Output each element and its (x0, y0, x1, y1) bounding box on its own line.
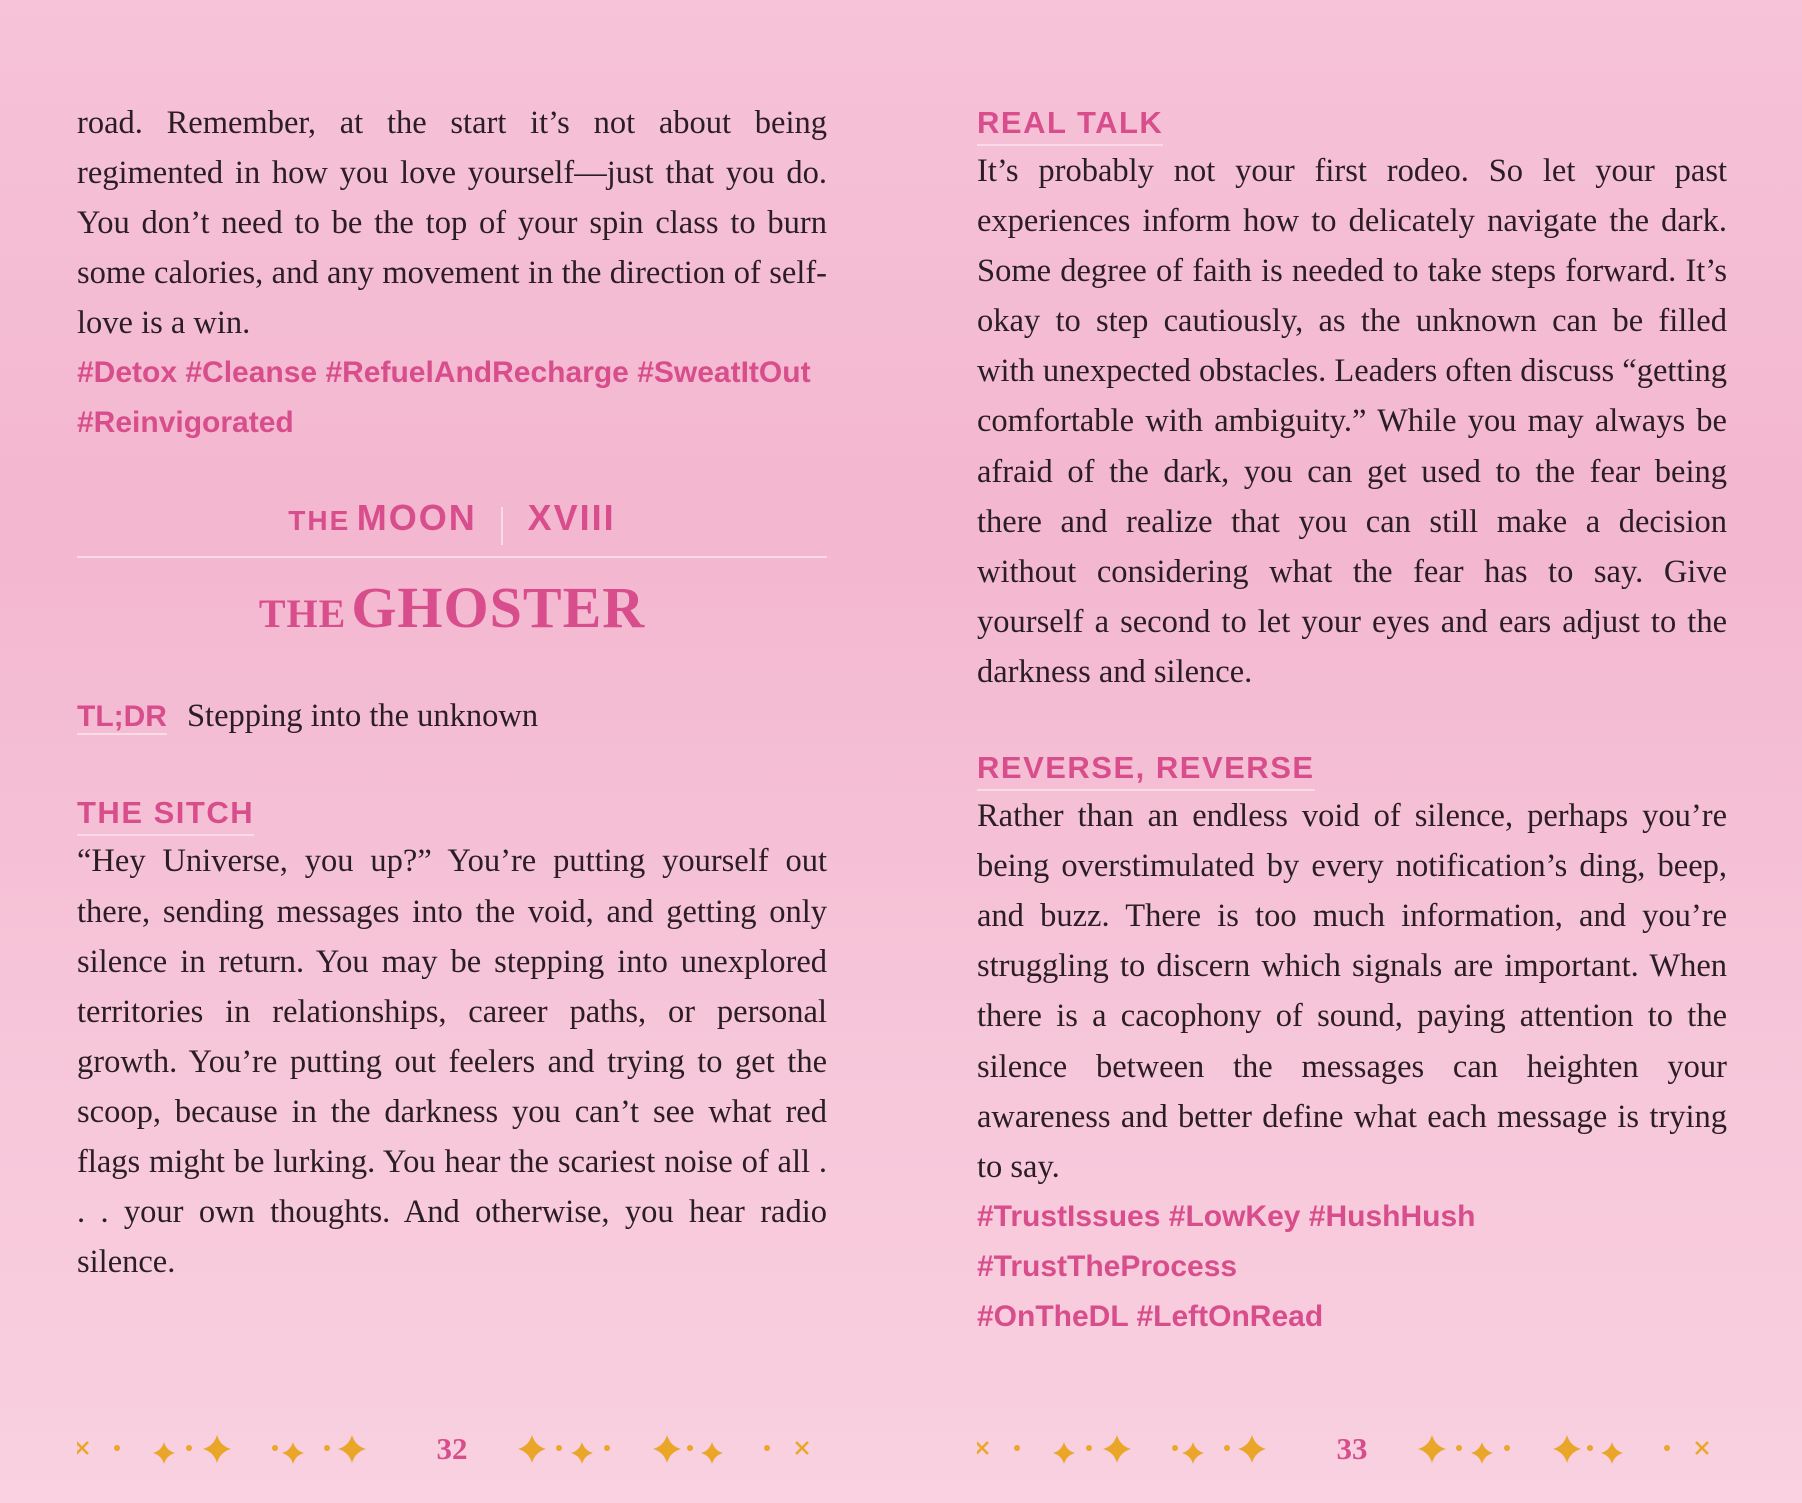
sparkle-mark (1471, 1442, 1493, 1464)
reverse-hashtags-line-2: #OnTheDL #LeftOnRead (977, 1299, 1324, 1333)
sparkle-mark (1103, 1435, 1131, 1463)
sparkle-mark (153, 1442, 175, 1464)
sparkle-mark (1601, 1442, 1623, 1464)
sparkle-mark (1553, 1435, 1581, 1463)
dot-mark (1664, 1445, 1670, 1451)
tldr-label: TL;DR (77, 700, 167, 734)
title-main: GHOSTER (351, 575, 646, 641)
reverse-paragraph: Rather than an endless void of silence, perhaps you’re being overstimulated by every notification’s ding, beep, and buzz. There is too much information, and you’re struggling to discern which signals are important. When there is a cacophony of sound, paying attention to the silence between the messages can heighten your awareness and better define what each message is trying to say. (977, 798, 1727, 1185)
dot-mark (764, 1445, 770, 1451)
cross-mark (77, 1442, 88, 1454)
footer-right (977, 1426, 1727, 1472)
dot-mark (114, 1445, 120, 1451)
card-the: THE (288, 505, 351, 537)
reverse-heading: REVERSE, REVERSE (977, 743, 1315, 791)
dot-mark (1086, 1445, 1092, 1451)
cross-mark (1696, 1442, 1708, 1454)
real-talk-paragraph: It’s probably not your first rodeo. So let your past experiences inform how to delicately navigate the dark. Some degree of faith is needed to take steps forward. It’s okay to step cautiously, as the unknown can be filled with unexpected obstacles. Leaders often discuss “getting comfortable with ambiguity.” While you may always be afraid of the dark, you can get used to the fear being there and realize that you can still make a decision without considering what the fear has to say. Give yourself a second to let your eyes and ears adjust to the darkness and silence. (977, 153, 1727, 690)
real-talk-heading: REAL TALK (977, 98, 1163, 146)
sparkle-mark (1418, 1435, 1446, 1463)
sparkle-mark (571, 1442, 593, 1464)
sparkle-mark (653, 1435, 681, 1463)
sparkle-mark (282, 1442, 304, 1464)
sparkle-mark (203, 1435, 231, 1463)
dot-mark (1014, 1445, 1020, 1451)
dot-mark (186, 1445, 192, 1451)
page-number-right: 33 (1336, 1431, 1368, 1466)
tldr-text: Stepping into the unknown (186, 698, 539, 735)
card-divider (501, 507, 503, 545)
sitch-heading: THE SITCH (77, 788, 254, 836)
left-page (77, 98, 827, 1287)
dot-mark (556, 1445, 562, 1451)
card-number: XVIII (527, 497, 616, 539)
right-page (977, 98, 1727, 1342)
header-rule (77, 556, 827, 558)
dot-mark (324, 1445, 330, 1451)
tldr-row (77, 690, 827, 742)
sitch-paragraph: “Hey Universe, you up?” You’re putting yourself out there, sending messages into the void, and getting only silence in return. You may be stepping into unexplored territories in relationships, career paths, or personal growth. You’re putting out feelers and trying to get the scoop, because in the darkness you can’t see what red flags might be lurking. You hear the scariest noise of all . . . your own thoughts. And otherwise, you hear radio silence. (77, 843, 827, 1281)
dot-mark (1456, 1445, 1462, 1451)
sparkle-mark (1053, 1442, 1075, 1464)
cross-mark (977, 1442, 988, 1454)
title-the: THE (258, 591, 347, 637)
intro-paragraph: road. Remember, at the start it’s not about being regimented in how you love yourself—just that you do. You don’t need to be the top of your spin class to burn some calories, and any movement in the direction of self-love is a win. (77, 105, 827, 342)
dot-mark (1587, 1445, 1593, 1451)
sparkle-mark (518, 1435, 546, 1463)
chapter-title (77, 568, 827, 648)
intro-hashtags-line-1: #Detox #Cleanse #RefuelAndRecharge #SweatItOut (77, 356, 811, 390)
sparkle-mark (338, 1435, 366, 1463)
sparkle-mark (1238, 1435, 1266, 1463)
dot-mark (1224, 1445, 1230, 1451)
footer-left (77, 1426, 827, 1472)
reverse-section (977, 743, 1727, 1342)
dot-mark (687, 1445, 693, 1451)
page-number-left: 32 (436, 1431, 468, 1466)
reverse-hashtags-line-1: #TrustIssues #LowKey #HushHush #TrustTheProcess (977, 1199, 1476, 1283)
cross-mark (796, 1442, 808, 1454)
sparkle-mark (1182, 1442, 1204, 1464)
dot-mark (1504, 1445, 1510, 1451)
card-header (77, 486, 827, 550)
intro-hashtags-line-2: #Reinvigorated (77, 406, 294, 440)
dot-mark (272, 1445, 278, 1451)
card-name: MOON (356, 497, 477, 539)
sparkle-mark (701, 1442, 723, 1464)
dot-mark (604, 1445, 610, 1451)
dot-mark (1172, 1445, 1178, 1451)
sitch-section (77, 788, 827, 1287)
